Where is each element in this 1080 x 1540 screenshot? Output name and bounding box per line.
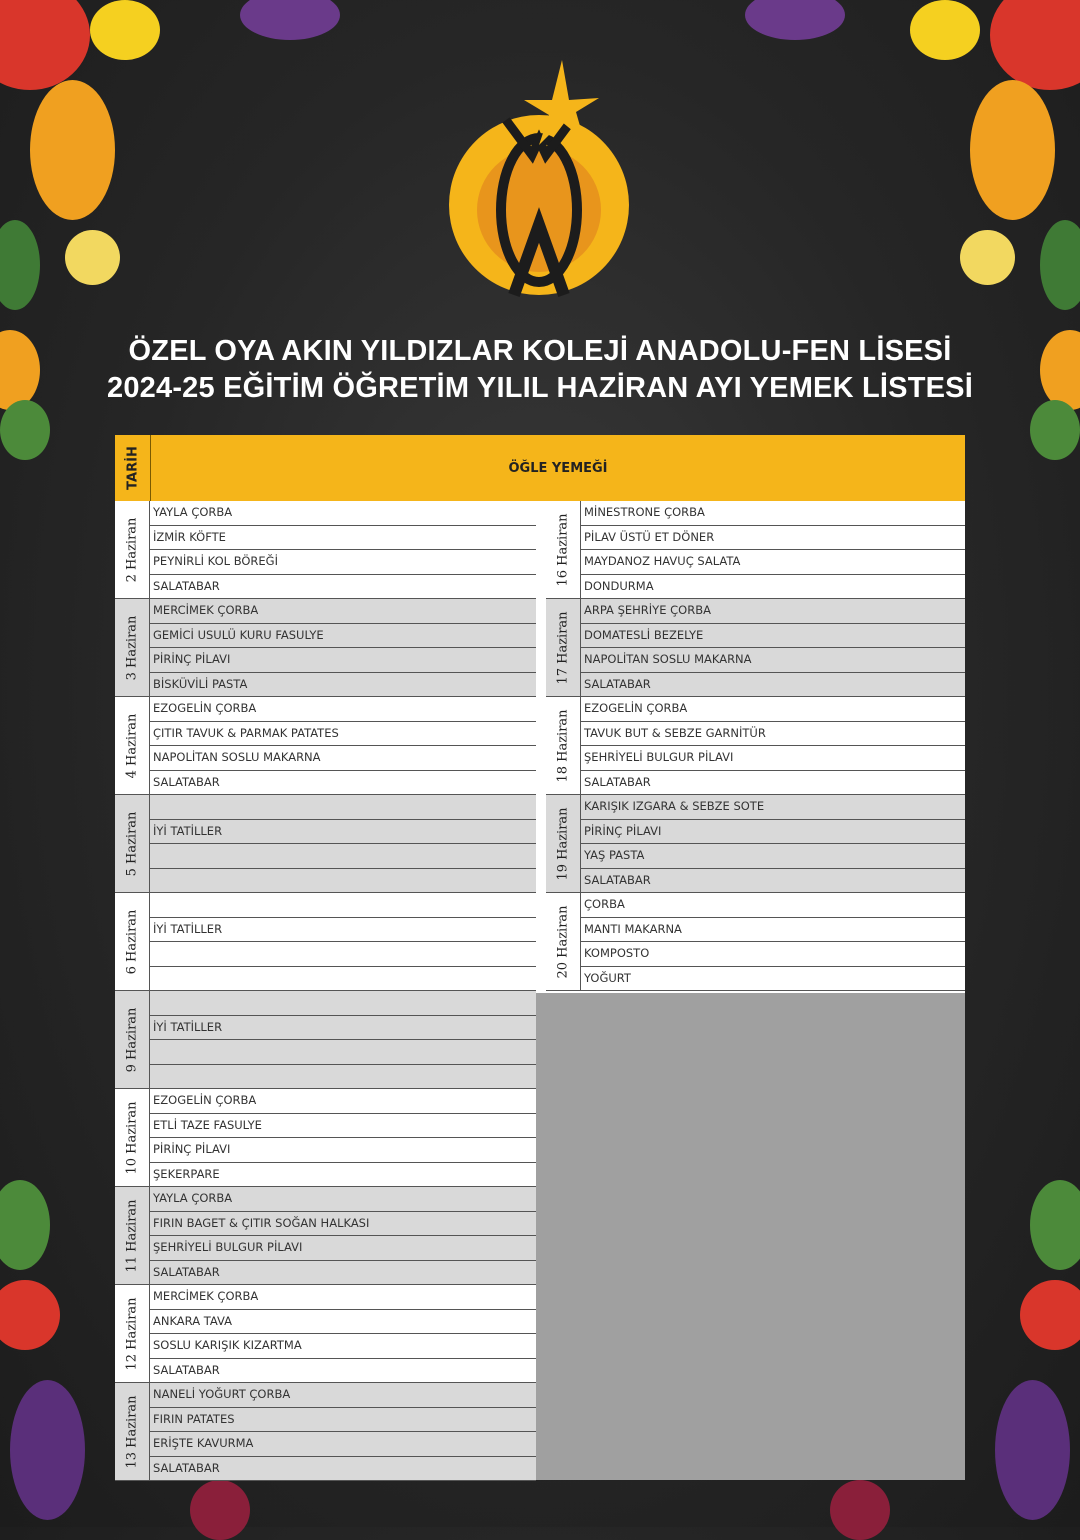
meal-item: İYİ TATİLLER <box>150 1016 536 1041</box>
meal-item: SALATABAR <box>150 1457 536 1482</box>
vegetable-decoration <box>745 0 845 40</box>
meal-item: KARIŞIK IZGARA & SEBZE SOTE <box>581 795 965 820</box>
day-block <box>546 795 965 893</box>
meal-item: YAYLA ÇORBA <box>150 1187 536 1212</box>
day-block <box>115 697 536 795</box>
meal-item: SALATABAR <box>150 771 536 796</box>
meal-item: İYİ TATİLLER <box>150 820 536 845</box>
day-date <box>115 795 150 893</box>
meal-item <box>150 1065 536 1090</box>
vegetable-decoration <box>0 1280 60 1350</box>
day-block <box>115 1089 536 1187</box>
meal-item: PİRİNÇ PİLAVI <box>150 1138 536 1163</box>
meal-items <box>581 501 965 599</box>
meal-item: SALATABAR <box>581 673 965 698</box>
meal-item: ERİŞTE KAVURMA <box>150 1432 536 1457</box>
meal-item: NAPOLİTAN SOSLU MAKARNA <box>150 746 536 771</box>
meal-item: BİSKÜVİLİ PASTA <box>150 673 536 698</box>
table-header <box>115 435 965 501</box>
day-date <box>115 697 150 795</box>
day-date <box>546 501 581 599</box>
day-date-label: 9 Haziran <box>124 1007 140 1072</box>
day-block <box>115 1187 536 1285</box>
day-date <box>546 599 581 697</box>
vegetable-decoration <box>190 1480 250 1540</box>
meal-item: ANKARA TAVA <box>150 1310 536 1335</box>
meal-item: FIRIN BAGET & ÇITIR SOĞAN HALKASI <box>150 1212 536 1237</box>
day-date <box>115 1187 150 1285</box>
day-block <box>115 1285 536 1383</box>
day-date <box>115 1089 150 1187</box>
meal-items <box>150 795 536 893</box>
date-column-header <box>115 435 151 501</box>
meal-items <box>150 1187 536 1285</box>
meal-item: ETLİ TAZE FASULYE <box>150 1114 536 1139</box>
meal-item: SALATABAR <box>150 1261 536 1286</box>
empty-area <box>535 993 965 1480</box>
meal-items <box>150 991 536 1089</box>
meal-item <box>150 893 536 918</box>
day-block <box>115 991 536 1089</box>
day-block <box>546 599 965 697</box>
vegetable-decoration <box>1030 1180 1080 1270</box>
meal-item: SALATABAR <box>150 575 536 600</box>
date-column-label: TARİH <box>125 446 140 490</box>
meal-item <box>150 869 536 894</box>
day-block <box>115 893 536 991</box>
day-block <box>546 893 965 991</box>
day-date-label: 16 Haziran <box>555 512 571 587</box>
meal-item: PİRİNÇ PİLAVI <box>150 648 536 673</box>
meal-items <box>581 599 965 697</box>
day-block <box>546 697 965 795</box>
meal-item: MERCİMEK ÇORBA <box>150 599 536 624</box>
vegetable-decoration <box>960 230 1015 285</box>
meal-item: FIRIN PATATES <box>150 1408 536 1433</box>
meal-item: GEMİCİ USULÜ KURU FASULYE <box>150 624 536 649</box>
meal-item <box>150 1040 536 1065</box>
vegetable-decoration <box>240 0 340 40</box>
meal-item: ŞEKERPARE <box>150 1163 536 1188</box>
menu-table <box>115 435 965 1480</box>
day-date <box>546 697 581 795</box>
lunch-column-header: ÖĞLE YEMEĞİ <box>508 460 608 476</box>
meal-item: DOMATESLİ BEZELYE <box>581 624 965 649</box>
meal-item: MERCİMEK ÇORBA <box>150 1285 536 1310</box>
day-date-label: 17 Haziran <box>555 610 571 685</box>
meal-items <box>150 1089 536 1187</box>
day-date-label: 5 Haziran <box>124 811 140 876</box>
meal-item: SALATABAR <box>581 771 965 796</box>
meal-item: NAPOLİTAN SOSLU MAKARNA <box>581 648 965 673</box>
meal-item: ÇITIR TAVUK & PARMAK PATATES <box>150 722 536 747</box>
page-subtitle: 2024-25 EĞİTİM ÖĞRETİM YILIL HAZİRAN AYI YEMEK LİSTESİ <box>107 372 973 404</box>
meal-items <box>581 697 965 795</box>
meal-item: DONDURMA <box>581 575 965 600</box>
vegetable-decoration <box>1030 400 1080 460</box>
meal-items <box>581 795 965 893</box>
day-date <box>115 991 150 1089</box>
vegetable-decoration <box>10 1380 85 1520</box>
meal-item: MAYDANOZ HAVUÇ SALATA <box>581 550 965 575</box>
meal-item: PİRİNÇ PİLAVI <box>581 820 965 845</box>
day-date-label: 11 Haziran <box>124 1198 140 1273</box>
vegetable-decoration <box>990 0 1080 90</box>
page-title: ÖZEL OYA AKIN YILDIZLAR KOLEJİ ANADOLU-FEN LİSESİ <box>128 335 952 367</box>
day-date-label: 12 Haziran <box>124 1296 140 1371</box>
day-block <box>115 795 536 893</box>
day-date-label: 18 Haziran <box>555 708 571 783</box>
meal-items <box>150 893 536 991</box>
day-date <box>115 1285 150 1383</box>
day-date <box>546 795 581 893</box>
meal-item: ŞEHRİYELİ BULGUR PİLAVI <box>150 1236 536 1261</box>
meal-item: PİLAV ÜSTÜ ET DÖNER <box>581 526 965 551</box>
vegetable-decoration <box>65 230 120 285</box>
vegetable-decoration <box>0 400 50 460</box>
meal-items <box>150 501 536 599</box>
meal-item: PEYNİRLİ KOL BÖREĞİ <box>150 550 536 575</box>
meal-item: ÇORBA <box>581 893 965 918</box>
vegetable-decoration <box>970 80 1055 220</box>
day-date <box>115 1383 150 1481</box>
meal-item: NANELİ YOĞURT ÇORBA <box>150 1383 536 1408</box>
day-date-label: 13 Haziran <box>124 1394 140 1469</box>
meal-item: EZOGELİN ÇORBA <box>581 697 965 722</box>
day-block <box>115 501 536 599</box>
meal-item: SALATABAR <box>581 869 965 894</box>
meal-items <box>150 697 536 795</box>
meal-item: EZOGELİN ÇORBA <box>150 1089 536 1114</box>
day-date-label: 2 Haziran <box>124 517 140 582</box>
day-date-label: 20 Haziran <box>555 904 571 979</box>
meal-item <box>150 991 536 1016</box>
day-date <box>546 893 581 991</box>
vegetable-decoration <box>1040 220 1080 310</box>
meal-item: YAYLA ÇORBA <box>150 501 536 526</box>
vegetable-decoration <box>0 220 40 310</box>
meal-item: SOSLU KARIŞIK KIZARTMA <box>150 1334 536 1359</box>
meal-item: YAŞ PASTA <box>581 844 965 869</box>
vegetable-decoration <box>0 1180 50 1270</box>
meal-item: MİNESTRONE ÇORBA <box>581 501 965 526</box>
vegetable-decoration <box>90 0 160 60</box>
vegetable-decoration <box>830 1480 890 1540</box>
meal-item: İZMİR KÖFTE <box>150 526 536 551</box>
meal-item: İYİ TATİLLER <box>150 918 536 943</box>
meal-items <box>150 1383 536 1481</box>
meal-item: KOMPOSTO <box>581 942 965 967</box>
day-date-label: 4 Haziran <box>124 713 140 778</box>
day-date <box>115 893 150 991</box>
meal-item: SALATABAR <box>150 1359 536 1384</box>
meal-item: MANTI MAKARNA <box>581 918 965 943</box>
day-date-label: 10 Haziran <box>124 1100 140 1175</box>
vegetable-decoration <box>995 1380 1070 1520</box>
meal-item: YOĞURT <box>581 967 965 992</box>
vegetable-decoration <box>1020 1280 1080 1350</box>
day-date-label: 3 Haziran <box>124 615 140 680</box>
school-logo-icon <box>444 60 634 300</box>
meal-item: ŞEHRİYELİ BULGUR PİLAVI <box>581 746 965 771</box>
vegetable-decoration <box>0 0 90 90</box>
meal-item: TAVUK BUT & SEBZE GARNİTÜR <box>581 722 965 747</box>
day-date <box>115 599 150 697</box>
meal-items <box>150 599 536 697</box>
day-block <box>115 1383 536 1481</box>
vegetable-decoration <box>30 80 115 220</box>
meal-item <box>150 844 536 869</box>
meal-item: ARPA ŞEHRİYE ÇORBA <box>581 599 965 624</box>
day-date-label: 19 Haziran <box>555 806 571 881</box>
meal-item <box>150 967 536 992</box>
vegetable-decoration <box>910 0 980 60</box>
meal-item <box>150 795 536 820</box>
day-date <box>115 501 150 599</box>
meal-item: EZOGELİN ÇORBA <box>150 697 536 722</box>
meal-item <box>150 942 536 967</box>
day-block <box>115 599 536 697</box>
day-block <box>546 501 965 599</box>
meal-items <box>581 893 965 991</box>
day-date-label: 6 Haziran <box>124 909 140 974</box>
meal-items <box>150 1285 536 1383</box>
